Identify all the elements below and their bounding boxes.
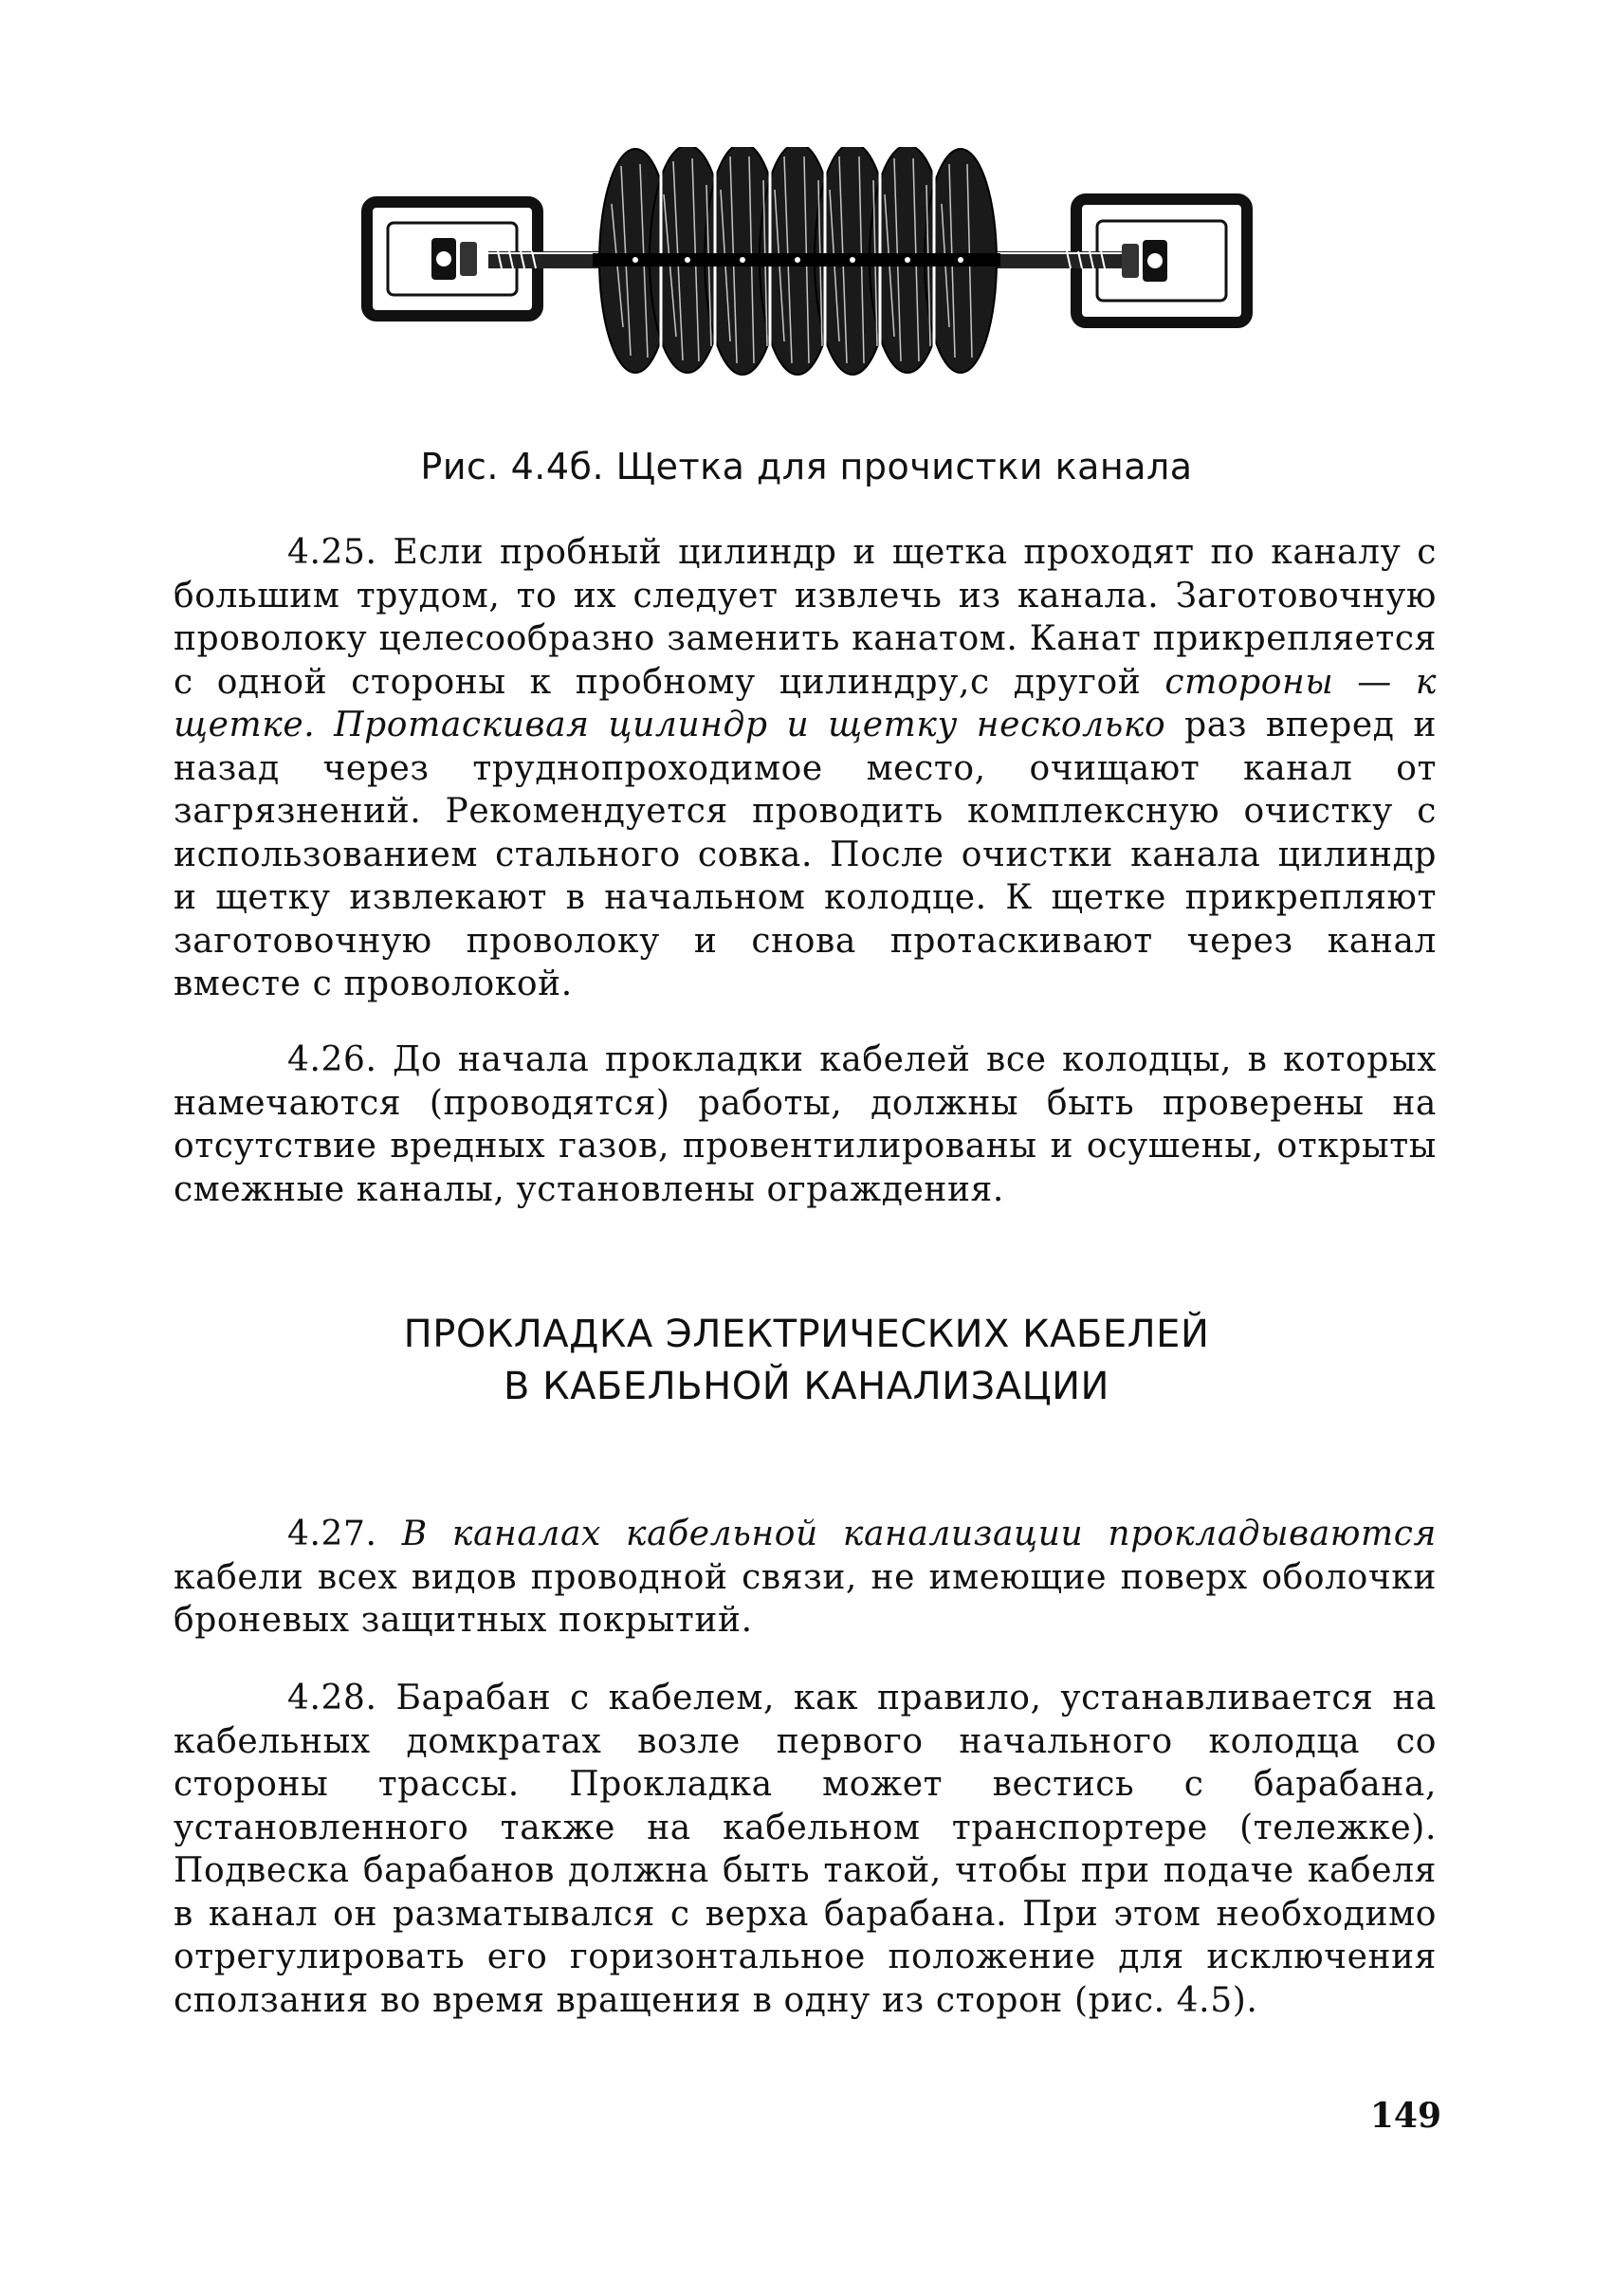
paragraph-4-27 (174, 1513, 1437, 1643)
paragraph-4-27-lead: 4.27. (287, 1515, 402, 1553)
section-heading-line-2: В КАБЕЛЬНОЙ КАНАЛИЗАЦИИ (504, 1365, 1109, 1408)
paragraph-4-25 (174, 531, 1437, 1006)
channel-cleaning-brush-icon (346, 147, 1275, 403)
paragraph-4-25-italic: стороны — к щетке. Протаскивая цилиндр и щетку несколько (174, 662, 1437, 744)
section-heading-line-1: ПРОКЛАДКА ЭЛЕКТРИЧЕСКИХ КАБЕЛЕЙ (403, 1313, 1210, 1356)
paragraph-4-25-rest: раз вперед и назад через труднопроходимое место, очищают канал от загрязнений. Рекомендуется проводить комплексную очистку с использованием стального совка. После очистки канала цилиндр и щетку извлекают в начальном колодце. К щетке прикрепляют заготовочную проволоку и снова протаскивают через канал вместе с проволокой. (174, 706, 1437, 1003)
paragraph-4-26: 4.26. До начала прокладки кабелей все колодцы, в которых намечаются (проводятся) работы, должны быть проверены на отсутствие вредных газов, провентилированы и осушены, открыты смежные каналы, установлены ограждения. (174, 1040, 1437, 1209)
page-number: 149 (1369, 2096, 1441, 2136)
paragraph-4-27-text: кабели всех видов проводной связи, не имеющие поверх оболочки броневых защитных покрытий. (174, 1557, 1437, 1640)
paragraph-4-28: 4.28. Барабан с кабелем, как правило, устанавливается на кабельных домкратах возле первого начального колодца со стороны трассы. Прокладка может вестись с барабана, установленного также на кабельном транспортере (тележке). Подвеска барабанов должна быть такой, чтобы при подаче кабеля в канал он разматывался с верха барабана. При этом необходимо отрегулировать его горизонтальное положение для исключения сползания во время вращения в одну из сторон (рис. 4.5). (174, 1679, 1437, 2020)
paragraph-4-25-text: 4.25. Если пробный цилиндр и щетка проходят по каналу с большим трудом, то их следует извлечь из канала. Заготовочную проволоку целесообразно заменить канатом. Канат прикрепляется с одной стороны к пробному цилиндру,с другой (174, 533, 1437, 702)
section-heading (0, 1309, 1613, 1413)
figure-caption: Рис. 4.4б. Щетка для прочистки канала (420, 446, 1193, 487)
brush-figure (346, 147, 1275, 403)
paragraph-4-27-italic: В каналах кабельной канализации прокладываются (401, 1515, 1437, 1553)
